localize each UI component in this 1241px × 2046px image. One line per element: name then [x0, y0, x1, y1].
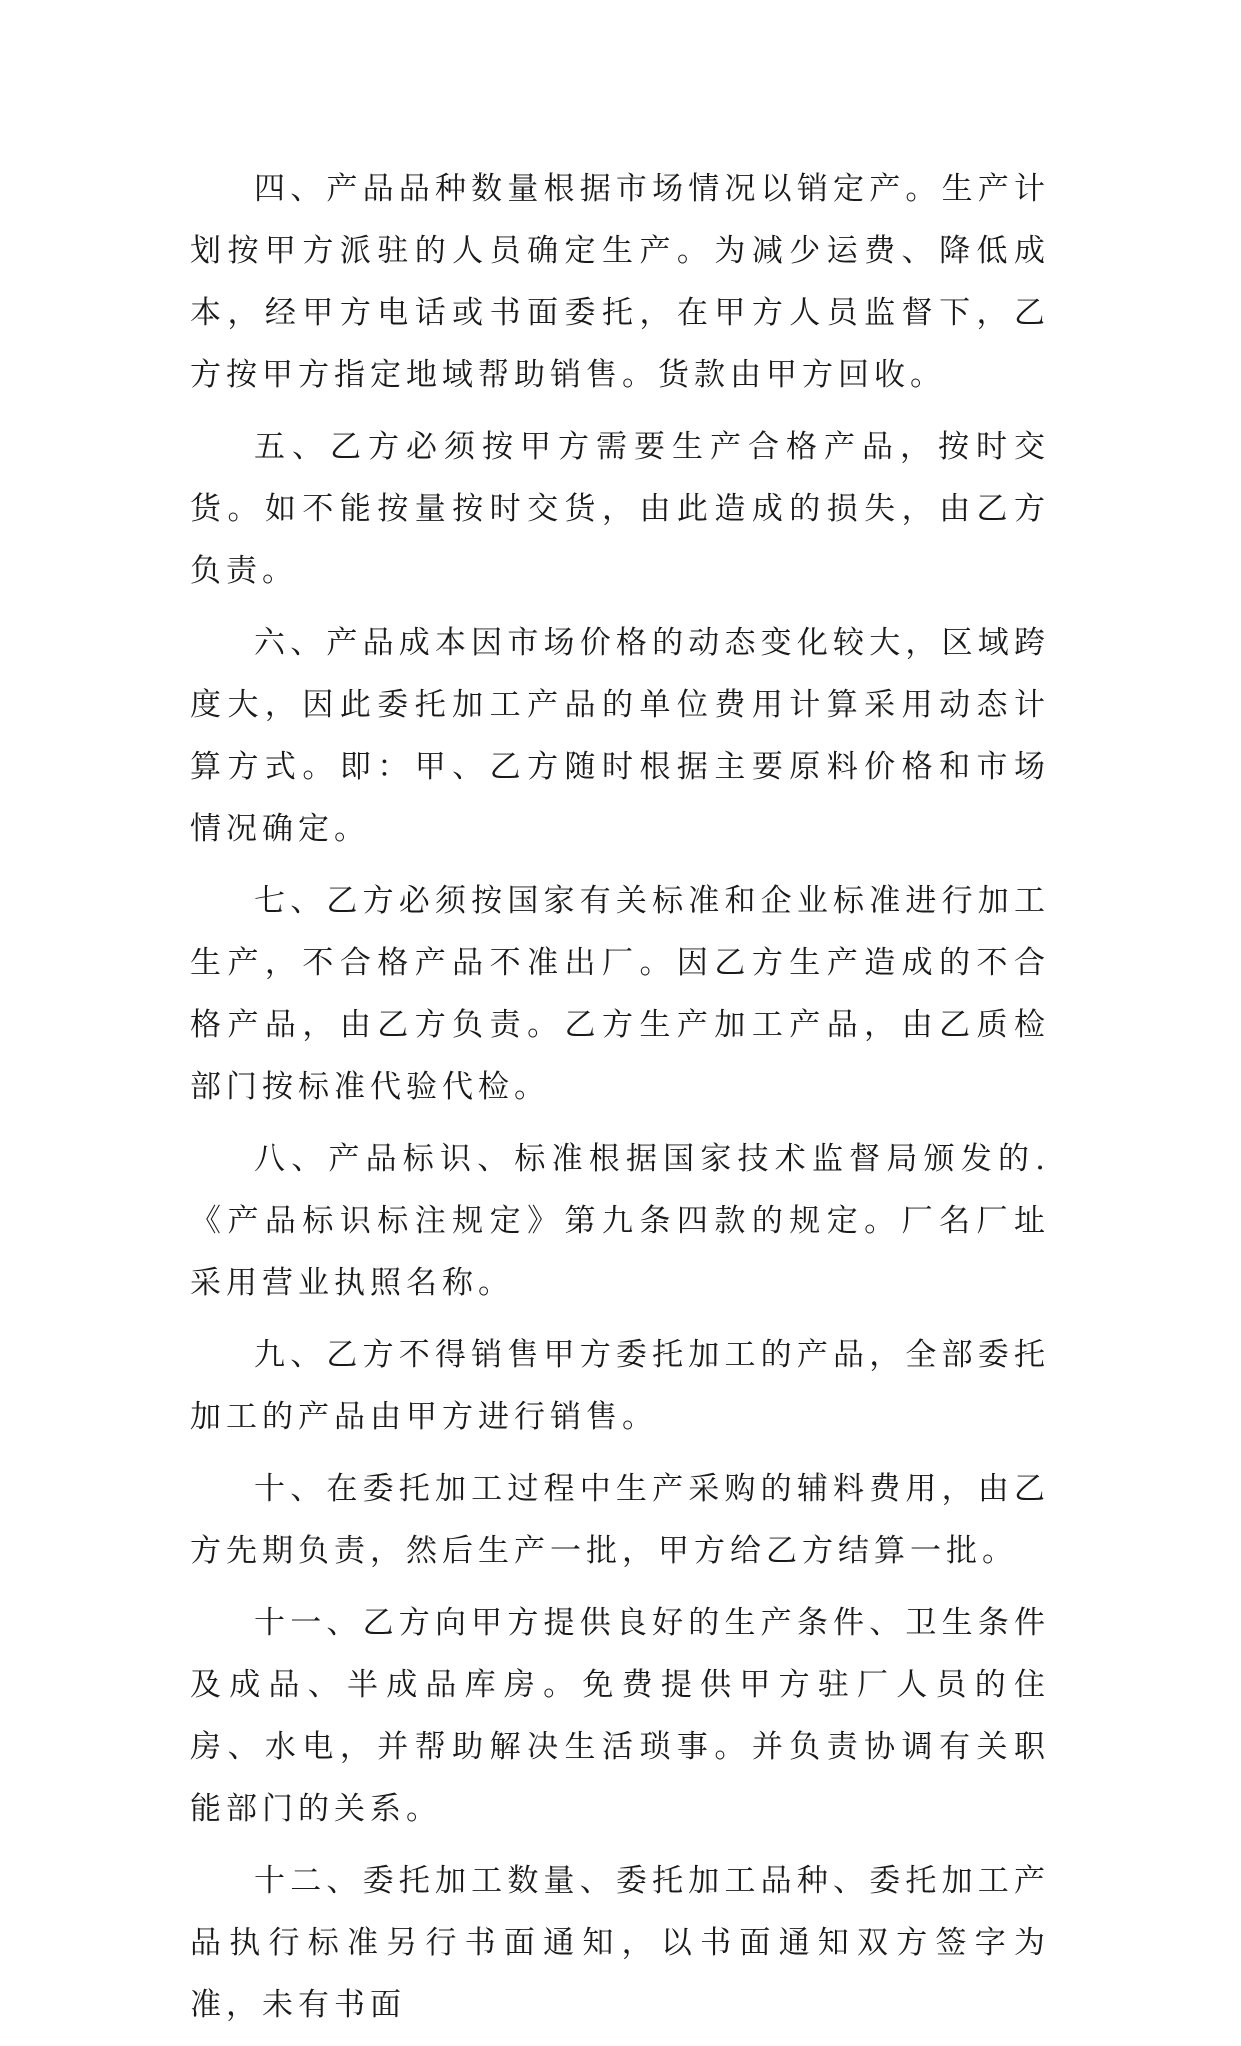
clause-7: 七、乙方必须按国家有关标准和企业标准进行加工生产，不合格产品不准出厂。因乙方生产造成的不合格产品，由乙方负责。乙方生产加工产品，由乙质检部门按标准代验代检。 [190, 883, 1050, 1105]
clause-9: 九、乙方不得销售甲方委托加工的产品，全部委托加工的产品由甲方进行销售。 [190, 1337, 1050, 1435]
clause-5: 五、乙方必须按甲方需要生产合格产品，按时交货。如不能按量按时交货，由此造成的损失，由乙方负责。 [190, 429, 1050, 589]
clause-8: 八、产品标识、标准根据国家技术监督局颁发的.《产品标识标注规定》第九条四款的规定。厂名厂址采用营业执照名称。 [190, 1141, 1050, 1301]
clause-11: 十一、乙方向甲方提供良好的生产条件、卫生条件及成品、半成品库房。免费提供甲方驻厂人员的住房、水电，并帮助解决生活琐事。并负责协调有关职能部门的关系。 [190, 1605, 1050, 1827]
clause-4: 四、产品品种数量根据市场情况以销定产。生产计划按甲方派驻的人员确定生产。为减少运费、降低成本，经甲方电话或书面委托，在甲方人员监督下，乙方按甲方指定地域帮助销售。货款由甲方回收。 [190, 171, 1050, 393]
clause-10: 十、在委托加工过程中生产采购的辅料费用，由乙方先期负责，然后生产一批，甲方给乙方结算一批。 [190, 1471, 1050, 1569]
clause-6: 六、产品成本因市场价格的动态变化较大，区域跨度大，因此委托加工产品的单位费用计算采用动态计算方式。即：甲、乙方随时根据主要原料价格和市场情况确定。 [190, 625, 1050, 847]
clause-12: 十二、委托加工数量、委托加工品种、委托加工产品执行标准另行书面通知，以书面通知双方签字为准，未有书面 [190, 1863, 1050, 2023]
document-body [190, 158, 1050, 2046]
